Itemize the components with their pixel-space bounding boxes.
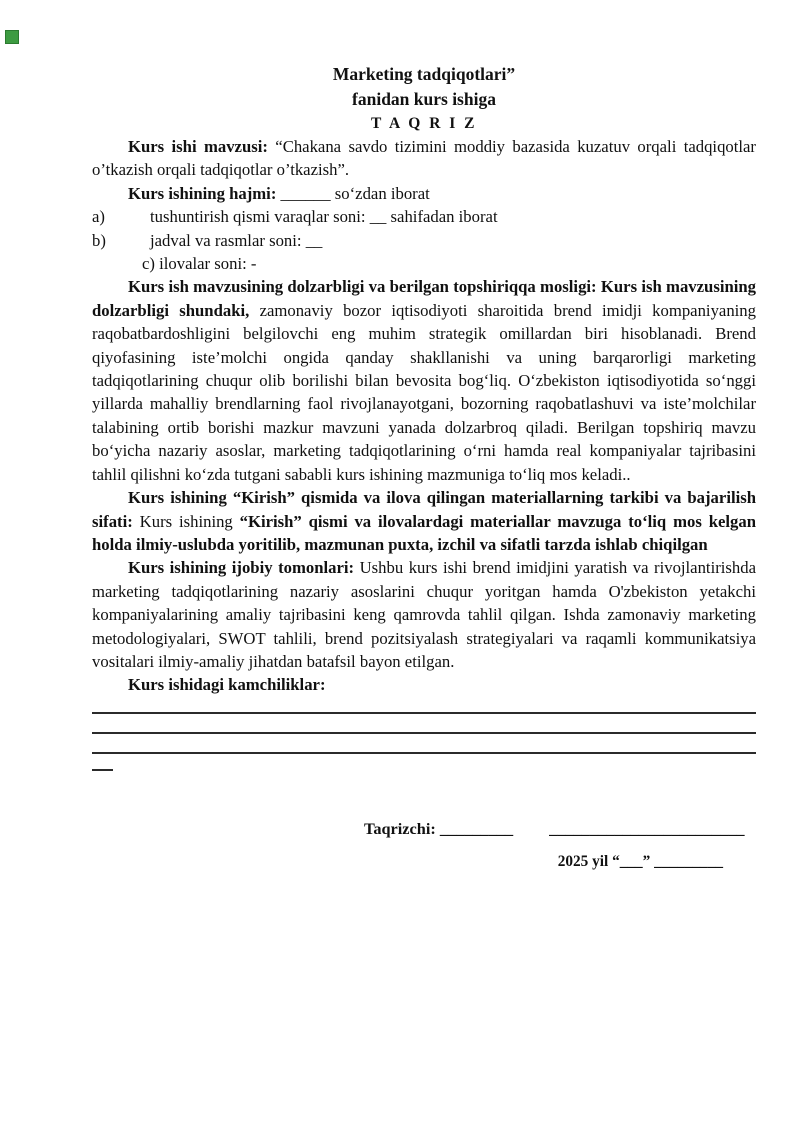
intro-quality-bold-2: “Kirish” qismi va ilovalardagi materiallar mavzuga to‘liq mos kelgan holda ilmiy-uslubda yoritilib, mazmunan puxta, izchil va sifatli tarzda ishlab chiqilgan — [92, 511, 756, 554]
paragraph-intro-quality — [92, 486, 756, 556]
doc-body — [92, 135, 756, 873]
paragraph-volume — [92, 182, 756, 205]
paragraph-positives — [92, 556, 756, 673]
taqriz-heading: T A Q R I Z — [370, 115, 478, 132]
list-text-b: jadval va rasmlar soni: __ — [150, 230, 323, 250]
relevance-bold: Kurs ish mavzusining dolzarbligi va berilgan topshiriqqa mosligi: Kurs ish mavzusining dolzarbligi shundaki, — [92, 277, 756, 320]
shortcomings-answer-lines — [92, 701, 756, 777]
answer-line — [92, 714, 756, 734]
answer-line-short — [92, 754, 113, 771]
doc-subtitle: fanidan kurs ishiga — [352, 89, 496, 109]
heading-shortcomings: Kurs ishidagi kamchiliklar: — [128, 675, 326, 695]
positives-text: Ushbu kurs ishi brend imidjini yaratish va rivojlantirishda marketing tadqiqotlarining nazariy asoslarini chuqur yoritgan hamda O'zbekiston yetakchi kompaniyalarining amaliy tajribasini keng qamrovda tahlil qilgan. Ishda zamonaviy marketing metodologiyalari, SWOT tahlili, brend pozitsiyalash strategiyalari va raqamli kommunikatsiya vositalari ilmiy-amaliy jihatdan batafsil bayon etilgan. — [92, 558, 756, 671]
list-item-b — [92, 229, 756, 252]
signature-row — [364, 817, 756, 840]
answer-line — [92, 734, 756, 754]
volume-label: Kurs ishining hajmi: — [128, 183, 277, 203]
answer-line — [92, 701, 756, 714]
reviewer-label-group — [364, 817, 513, 840]
paragraph-relevance — [92, 275, 756, 486]
list-item-a — [92, 205, 756, 228]
paragraph-topic — [92, 135, 756, 182]
topic-label: Kurs ishi mavzusi: — [128, 137, 268, 156]
list-marker-b: b) — [92, 230, 106, 250]
list-text-a: tushuntirish qismi varaqlar soni: __ sahifadan iborat — [150, 207, 498, 227]
green-marker-square — [5, 30, 19, 44]
volume-text: ______ so‘zdan iborat — [276, 183, 430, 203]
intro-quality-bold-1: Kurs ishining “Kirish” qismida va ilova qilingan materiallarning tarkibi va bajarilish sifati: — [92, 488, 756, 531]
reviewer-name-line: ________________________ — [549, 819, 745, 839]
reviewer-label: Taqrizchi: — [364, 819, 436, 839]
reviewer-blank: _________ — [439, 819, 514, 839]
relevance-text: zamonaviy bozor iqtisodiyoti sharoitida brend imidji kompaniyaning raqobatbardoshligini belgilovchi eng muhim strategik omillardan biri hisoblanadi. Brend qiyofasining iste’molchi ongida qanday shakllanishi va uning barqarorligi marketing tadqiqotlarining chuqur olib borilishi bilan bevosita bog‘liq. O‘zbekiston iqtisodiyotida so‘nggi yillarda mahalliy brendlarning faol rivojlanayotgani, bozorning raqobatlashuvi va iste’molchilar talabining ortib borishi mazkur mavzuni yanada dolzarbroq qiladi. Berilgan topshiriq mavzu bo‘yicha nazariy asoslar, marketing tadqiqotlarining o‘rni hamda real kompaniyalar tajribasini tahlil qilishni ko‘zda tutgani sababli kurs ishining mazmuniga to‘liq mos keladi.. — [92, 300, 756, 484]
date-line: 2025 yil “___” _________ — [557, 852, 723, 870]
doc-title: Marketing tadqiqotlari” — [332, 64, 516, 84]
list-marker-a: a) — [92, 207, 105, 227]
positives-bold: Kurs ishining ijobiy tomonlari: — [128, 558, 355, 578]
topic-text: “Chakana savdo tizimini moddiy bazasida kuzatuv orqali tadqiqotlar o’tkazish orqali tadqiqotlar o’tkazish”. — [92, 137, 756, 180]
intro-quality-text: Kurs ishining — [132, 511, 240, 531]
list-item-c: c) ilovalar soni: - — [142, 254, 257, 274]
